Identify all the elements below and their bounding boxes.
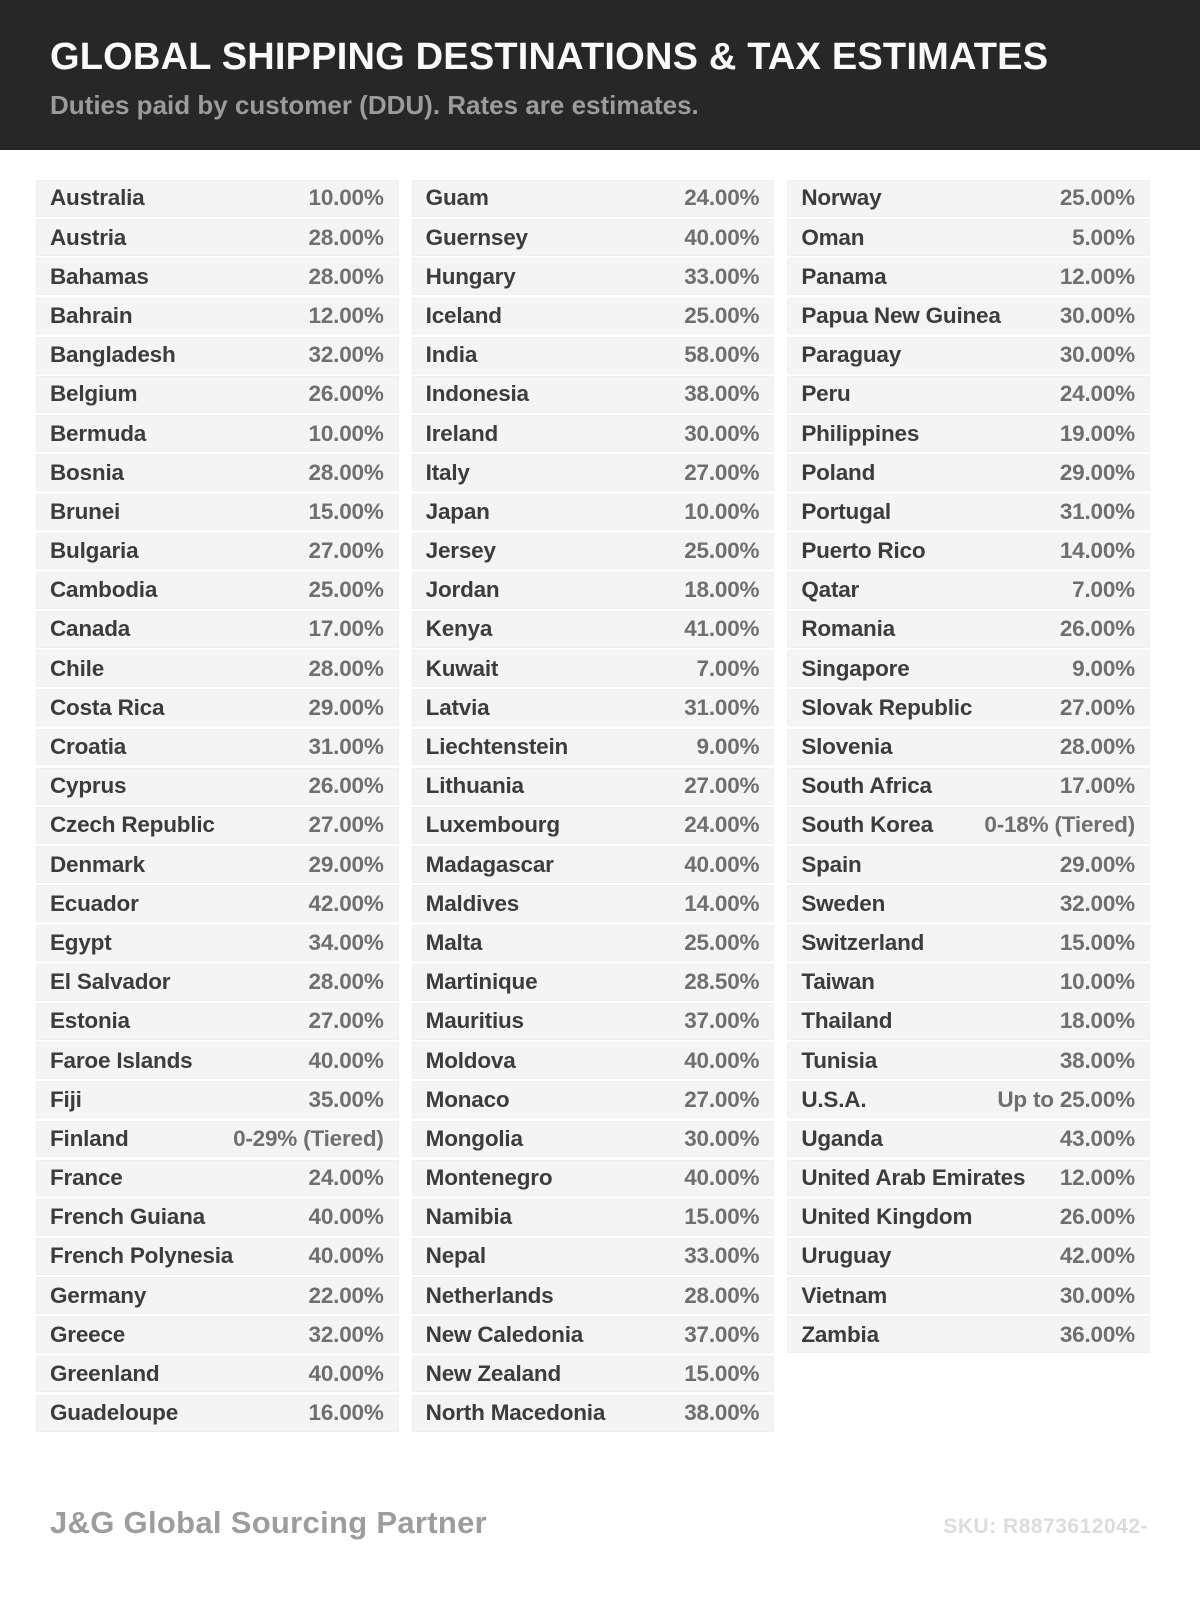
table-row	[36, 1160, 399, 1197]
country-name: Chile	[50, 655, 105, 681]
country-name: Malta	[425, 929, 483, 955]
country-name: Ecuador	[50, 890, 139, 916]
tax-rate: 12.00%	[1059, 1165, 1135, 1191]
country-name: Paraguay	[801, 342, 902, 368]
country-name: Sweden	[801, 890, 886, 916]
country-name: Zambia	[801, 1321, 879, 1347]
table-row	[412, 572, 775, 609]
table-row	[787, 572, 1150, 609]
country-name: United Kingdom	[801, 1204, 973, 1230]
table-row	[412, 258, 775, 295]
tax-rate: 26.00%	[308, 381, 384, 407]
table-row	[412, 180, 775, 217]
country-name: Austria	[50, 224, 127, 250]
country-name: Singapore	[801, 655, 910, 681]
table-row	[412, 1121, 775, 1158]
tax-rate: 12.00%	[308, 302, 384, 328]
table-row	[36, 846, 399, 883]
table-row	[787, 376, 1150, 413]
table-row	[36, 258, 399, 295]
tax-rate: 15.00%	[308, 498, 384, 524]
country-name: Faroe Islands	[50, 1047, 193, 1073]
tax-rate: 27.00%	[684, 773, 760, 799]
tax-rate: 29.00%	[308, 694, 384, 720]
table-row	[412, 729, 775, 766]
table-row	[36, 1356, 399, 1393]
page-subtitle: Duties paid by customer (DDU). Rates are estimates.	[50, 90, 699, 120]
country-name: U.S.A.	[801, 1086, 867, 1112]
tax-rate: 32.00%	[308, 342, 384, 368]
tax-rate: 27.00%	[684, 459, 760, 485]
tax-rate: 15.00%	[684, 1204, 760, 1230]
table-row	[36, 1121, 399, 1158]
table-row	[412, 1277, 775, 1314]
country-name: Norway	[801, 185, 882, 211]
country-name: Puerto Rico	[801, 538, 926, 564]
tax-rate: 17.00%	[1059, 773, 1135, 799]
tax-rate: 7.00%	[1072, 577, 1135, 603]
tax-rate: 10.00%	[308, 185, 384, 211]
table-row	[36, 572, 399, 609]
country-name: Lithuania	[425, 773, 524, 799]
tax-rate: 25.00%	[308, 577, 384, 603]
tax-rate: Up to 25.00%	[997, 1086, 1135, 1112]
country-name: Liechtenstein	[425, 734, 569, 760]
tax-rate: 5.00%	[1072, 224, 1135, 250]
tax-rate: 43.00%	[1059, 1125, 1135, 1151]
country-name: Bangladesh	[50, 342, 176, 368]
table-row	[787, 925, 1150, 962]
country-name: Maldives	[425, 890, 520, 916]
tax-rate: 38.00%	[684, 1400, 760, 1426]
country-name: Uganda	[801, 1125, 883, 1151]
country-name: Finland	[50, 1125, 129, 1151]
table-row	[412, 1238, 775, 1275]
tax-rate: 58.00%	[684, 342, 760, 368]
table-row	[36, 180, 399, 217]
rate-column	[412, 180, 775, 1432]
tax-rate: 24.00%	[684, 185, 760, 211]
country-name: New Caledonia	[425, 1321, 584, 1347]
table-row	[787, 337, 1150, 374]
tax-rate: 16.00%	[308, 1400, 384, 1426]
table-row	[787, 650, 1150, 687]
tax-rate: 25.00%	[1059, 185, 1135, 211]
page-title: GLOBAL SHIPPING DESTINATIONS & TAX ESTIMATES	[50, 36, 1049, 78]
table-row	[36, 1081, 399, 1118]
country-name: Monaco	[425, 1086, 510, 1112]
tax-rate: 40.00%	[684, 851, 760, 877]
table-row	[36, 337, 399, 374]
tax-rate: 38.00%	[684, 381, 760, 407]
table-row	[36, 1003, 399, 1040]
tax-rate: 27.00%	[1059, 694, 1135, 720]
country-name: Croatia	[50, 734, 127, 760]
tax-rate: 37.00%	[684, 1008, 760, 1034]
tax-rate: 41.00%	[684, 616, 760, 642]
country-name: Cambodia	[50, 577, 158, 603]
table-row	[412, 415, 775, 452]
country-name: Slovenia	[801, 734, 893, 760]
tax-rate: 15.00%	[684, 1361, 760, 1387]
table-row	[36, 415, 399, 452]
country-name: New Zealand	[425, 1361, 561, 1387]
tax-rate: 26.00%	[1059, 1204, 1135, 1230]
table-row	[412, 298, 775, 335]
table-row	[412, 1003, 775, 1040]
country-name: Philippines	[801, 420, 920, 446]
table-row	[787, 258, 1150, 295]
table-row	[36, 689, 399, 726]
table-row	[787, 494, 1150, 531]
country-name: Canada	[50, 616, 131, 642]
country-name: Bahrain	[50, 302, 133, 328]
country-name: Madagascar	[425, 851, 554, 877]
table-row	[412, 1042, 775, 1079]
country-name: Portugal	[801, 498, 891, 524]
tax-rate: 10.00%	[1059, 969, 1135, 995]
tax-rate: 10.00%	[684, 498, 760, 524]
tax-rate: 24.00%	[684, 812, 760, 838]
table-row	[787, 1316, 1150, 1353]
tax-rate: 25.00%	[684, 538, 760, 564]
tax-rate: 40.00%	[308, 1047, 384, 1073]
table-row	[412, 1081, 775, 1118]
tax-rate: 28.00%	[308, 655, 384, 681]
tax-rate: 33.00%	[684, 1243, 760, 1269]
country-name: Peru	[801, 381, 851, 407]
tax-rate: 28.00%	[1059, 734, 1135, 760]
tax-rate: 28.00%	[308, 969, 384, 995]
table-row	[412, 1356, 775, 1393]
table-row	[412, 454, 775, 491]
country-name: Taiwan	[801, 969, 875, 995]
tax-rate: 14.00%	[684, 890, 760, 916]
table-row	[787, 885, 1150, 922]
country-name: Bulgaria	[50, 538, 139, 564]
country-name: French Polynesia	[50, 1243, 234, 1269]
tax-rate: 17.00%	[308, 616, 384, 642]
country-name: Uruguay	[801, 1243, 892, 1269]
country-name: Guam	[425, 185, 489, 211]
table-row	[787, 611, 1150, 648]
table-row	[36, 219, 399, 256]
tax-rate: 40.00%	[684, 1165, 760, 1191]
tax-rate: 40.00%	[308, 1361, 384, 1387]
country-name: India	[425, 342, 478, 368]
tax-rate: 30.00%	[1059, 342, 1135, 368]
tax-rate: 31.00%	[308, 734, 384, 760]
table-row	[36, 1277, 399, 1314]
country-name: Hungary	[425, 263, 516, 289]
country-name: El Salvador	[50, 969, 171, 995]
country-name: Denmark	[50, 851, 145, 877]
country-name: Costa Rica	[50, 694, 165, 720]
country-name: Ireland	[425, 420, 499, 446]
table-row	[412, 964, 775, 1001]
tax-rate: 0-29% (Tiered)	[233, 1125, 384, 1151]
table-row	[36, 1199, 399, 1236]
country-name: Nepal	[425, 1243, 486, 1269]
table-row	[787, 1199, 1150, 1236]
tax-rate: 0-18% (Tiered)	[984, 812, 1135, 838]
country-name: Netherlands	[425, 1282, 554, 1308]
country-name: Moldova	[425, 1047, 516, 1073]
table-row	[787, 689, 1150, 726]
country-name: Cyprus	[50, 773, 127, 799]
table-row	[412, 533, 775, 570]
tax-rate: 30.00%	[684, 420, 760, 446]
tax-rate: 9.00%	[696, 734, 760, 760]
table-row	[36, 925, 399, 962]
country-name: French Guiana	[50, 1204, 205, 1230]
table-row	[36, 1316, 399, 1353]
tax-rate: 28.00%	[684, 1282, 760, 1308]
tax-rate: 31.00%	[1059, 498, 1135, 524]
country-name: Luxembourg	[425, 812, 560, 838]
tax-rate: 28.00%	[308, 263, 384, 289]
country-name: France	[50, 1165, 123, 1191]
country-name: Kuwait	[425, 655, 499, 681]
country-name: Brunei	[50, 498, 121, 524]
table-row	[412, 925, 775, 962]
country-name: Montenegro	[425, 1165, 553, 1191]
table-row	[412, 494, 775, 531]
tax-rate: 29.00%	[1059, 459, 1135, 485]
tax-rate: 28.00%	[308, 459, 384, 485]
country-name: Thailand	[801, 1008, 893, 1034]
tax-rate: 14.00%	[1059, 538, 1135, 564]
tax-rate: 28.00%	[308, 224, 384, 250]
tax-rate: 15.00%	[1059, 929, 1135, 955]
country-name: Spain	[801, 851, 862, 877]
country-name: Jordan	[425, 577, 500, 603]
tax-rate: 10.00%	[308, 420, 384, 446]
tax-rate: 27.00%	[308, 538, 384, 564]
tax-rate: 26.00%	[308, 773, 384, 799]
table-row	[787, 219, 1150, 256]
table-row	[787, 729, 1150, 766]
tax-rate: 28.50%	[684, 969, 760, 995]
tax-rate: 32.00%	[1059, 890, 1135, 916]
table-row	[412, 807, 775, 844]
country-name: Papua New Guinea	[801, 302, 1001, 328]
table-row	[787, 180, 1150, 217]
tax-rate: 40.00%	[684, 1047, 760, 1073]
tax-rate: 37.00%	[684, 1321, 760, 1347]
tax-rate-table	[36, 180, 1150, 1432]
country-name: Indonesia	[425, 381, 529, 407]
tax-rate: 22.00%	[308, 1282, 384, 1308]
country-name: Czech Republic	[50, 812, 215, 838]
country-name: Bahamas	[50, 263, 149, 289]
table-row	[787, 1238, 1150, 1275]
country-name: Qatar	[801, 577, 860, 603]
table-row	[36, 454, 399, 491]
tax-rate: 25.00%	[684, 302, 760, 328]
table-row	[36, 1395, 399, 1432]
tax-rate: 29.00%	[308, 851, 384, 877]
table-row	[787, 1042, 1150, 1079]
country-name: North Macedonia	[425, 1400, 606, 1426]
country-name: Italy	[425, 459, 470, 485]
header-banner	[0, 0, 1200, 150]
table-row	[412, 219, 775, 256]
tax-rate: 35.00%	[308, 1086, 384, 1112]
country-name: Tunisia	[801, 1047, 878, 1073]
tax-rate: 24.00%	[308, 1165, 384, 1191]
country-name: United Arab Emirates	[801, 1165, 1026, 1191]
tax-rate: 32.00%	[308, 1321, 384, 1347]
country-name: Estonia	[50, 1008, 130, 1034]
country-name: Greece	[50, 1321, 126, 1347]
table-row	[412, 689, 775, 726]
country-name: Guernsey	[425, 224, 528, 250]
table-row	[787, 1121, 1150, 1158]
country-name: Iceland	[425, 302, 502, 328]
tax-rate: 40.00%	[684, 224, 760, 250]
tax-rate: 29.00%	[1059, 851, 1135, 877]
table-row	[36, 1238, 399, 1275]
table-row	[787, 1160, 1150, 1197]
table-row	[412, 611, 775, 648]
tax-rate: 38.00%	[1059, 1047, 1135, 1073]
table-row	[787, 533, 1150, 570]
tax-rate: 27.00%	[308, 812, 384, 838]
table-row	[787, 768, 1150, 805]
country-name: South Korea	[801, 812, 933, 838]
country-name: Jersey	[425, 538, 496, 564]
table-row	[36, 376, 399, 413]
table-row	[787, 415, 1150, 452]
table-row	[787, 964, 1150, 1001]
tax-rate: 40.00%	[308, 1204, 384, 1230]
country-name: Australia	[50, 185, 145, 211]
table-row	[787, 1003, 1150, 1040]
tax-rate: 30.00%	[684, 1125, 760, 1151]
tax-rate: 27.00%	[684, 1086, 760, 1112]
rate-column	[36, 180, 399, 1432]
table-row	[412, 376, 775, 413]
country-name: Belgium	[50, 381, 138, 407]
footer	[50, 1505, 1148, 1541]
tax-rate: 9.00%	[1072, 655, 1135, 681]
table-row	[787, 298, 1150, 335]
table-row	[787, 1081, 1150, 1118]
tax-rate: 31.00%	[684, 694, 760, 720]
table-row	[412, 337, 775, 374]
table-row	[36, 494, 399, 531]
tax-rate: 42.00%	[1059, 1243, 1135, 1269]
tax-rate: 30.00%	[1059, 302, 1135, 328]
country-name: Panama	[801, 263, 887, 289]
tax-rate: 34.00%	[308, 929, 384, 955]
country-name: Switzerland	[801, 929, 925, 955]
tax-rate: 18.00%	[1059, 1008, 1135, 1034]
table-row	[36, 611, 399, 648]
table-row	[36, 533, 399, 570]
country-name: Bermuda	[50, 420, 147, 446]
sku-label: SKU: R8873612042-	[943, 1515, 1148, 1538]
country-name: Fiji	[50, 1086, 82, 1112]
tax-rate: 30.00%	[1059, 1282, 1135, 1308]
tax-rate: 25.00%	[684, 929, 760, 955]
country-name: Bosnia	[50, 459, 124, 485]
tax-rate: 42.00%	[308, 890, 384, 916]
table-row	[36, 1042, 399, 1079]
country-name: Japan	[425, 498, 490, 524]
table-row	[787, 1277, 1150, 1314]
table-row	[36, 298, 399, 335]
country-name: Vietnam	[801, 1282, 888, 1308]
country-name: Martinique	[425, 969, 538, 995]
tax-rate: 36.00%	[1059, 1321, 1135, 1347]
brand-name: J&G Global Sourcing Partner	[50, 1505, 488, 1540]
table-row	[412, 1316, 775, 1353]
table-row	[36, 807, 399, 844]
rate-column	[787, 180, 1150, 1353]
table-row	[787, 846, 1150, 883]
country-name: Slovak Republic	[801, 694, 973, 720]
country-name: South Africa	[801, 773, 932, 799]
table-row	[787, 454, 1150, 491]
country-name: Guadeloupe	[50, 1400, 179, 1426]
country-name: Kenya	[425, 616, 493, 642]
country-name: Oman	[801, 224, 865, 250]
tax-rate: 27.00%	[308, 1008, 384, 1034]
country-name: Egypt	[50, 929, 112, 955]
table-row	[36, 768, 399, 805]
table-row	[412, 1199, 775, 1236]
country-name: Mongolia	[425, 1125, 523, 1151]
tax-rate: 19.00%	[1059, 420, 1135, 446]
country-name: Latvia	[425, 694, 490, 720]
table-row	[412, 768, 775, 805]
country-name: Romania	[801, 616, 895, 642]
table-row	[412, 1160, 775, 1197]
country-name: Greenland	[50, 1361, 160, 1387]
tax-rate: 40.00%	[308, 1243, 384, 1269]
tax-rate: 33.00%	[684, 263, 760, 289]
country-name: Namibia	[425, 1204, 512, 1230]
tax-rate: 18.00%	[684, 577, 760, 603]
tax-rate: 26.00%	[1059, 616, 1135, 642]
tax-rate: 12.00%	[1059, 263, 1135, 289]
table-row	[36, 964, 399, 1001]
table-row	[787, 807, 1150, 844]
table-row	[36, 650, 399, 687]
country-name: Germany	[50, 1282, 147, 1308]
table-row	[36, 885, 399, 922]
table-row	[412, 846, 775, 883]
table-row	[412, 885, 775, 922]
table-row	[412, 1395, 775, 1432]
tax-rate: 7.00%	[696, 655, 760, 681]
table-row	[412, 650, 775, 687]
table-row	[36, 729, 399, 766]
tax-rate: 24.00%	[1059, 381, 1135, 407]
country-name: Poland	[801, 459, 876, 485]
country-name: Mauritius	[425, 1008, 524, 1034]
